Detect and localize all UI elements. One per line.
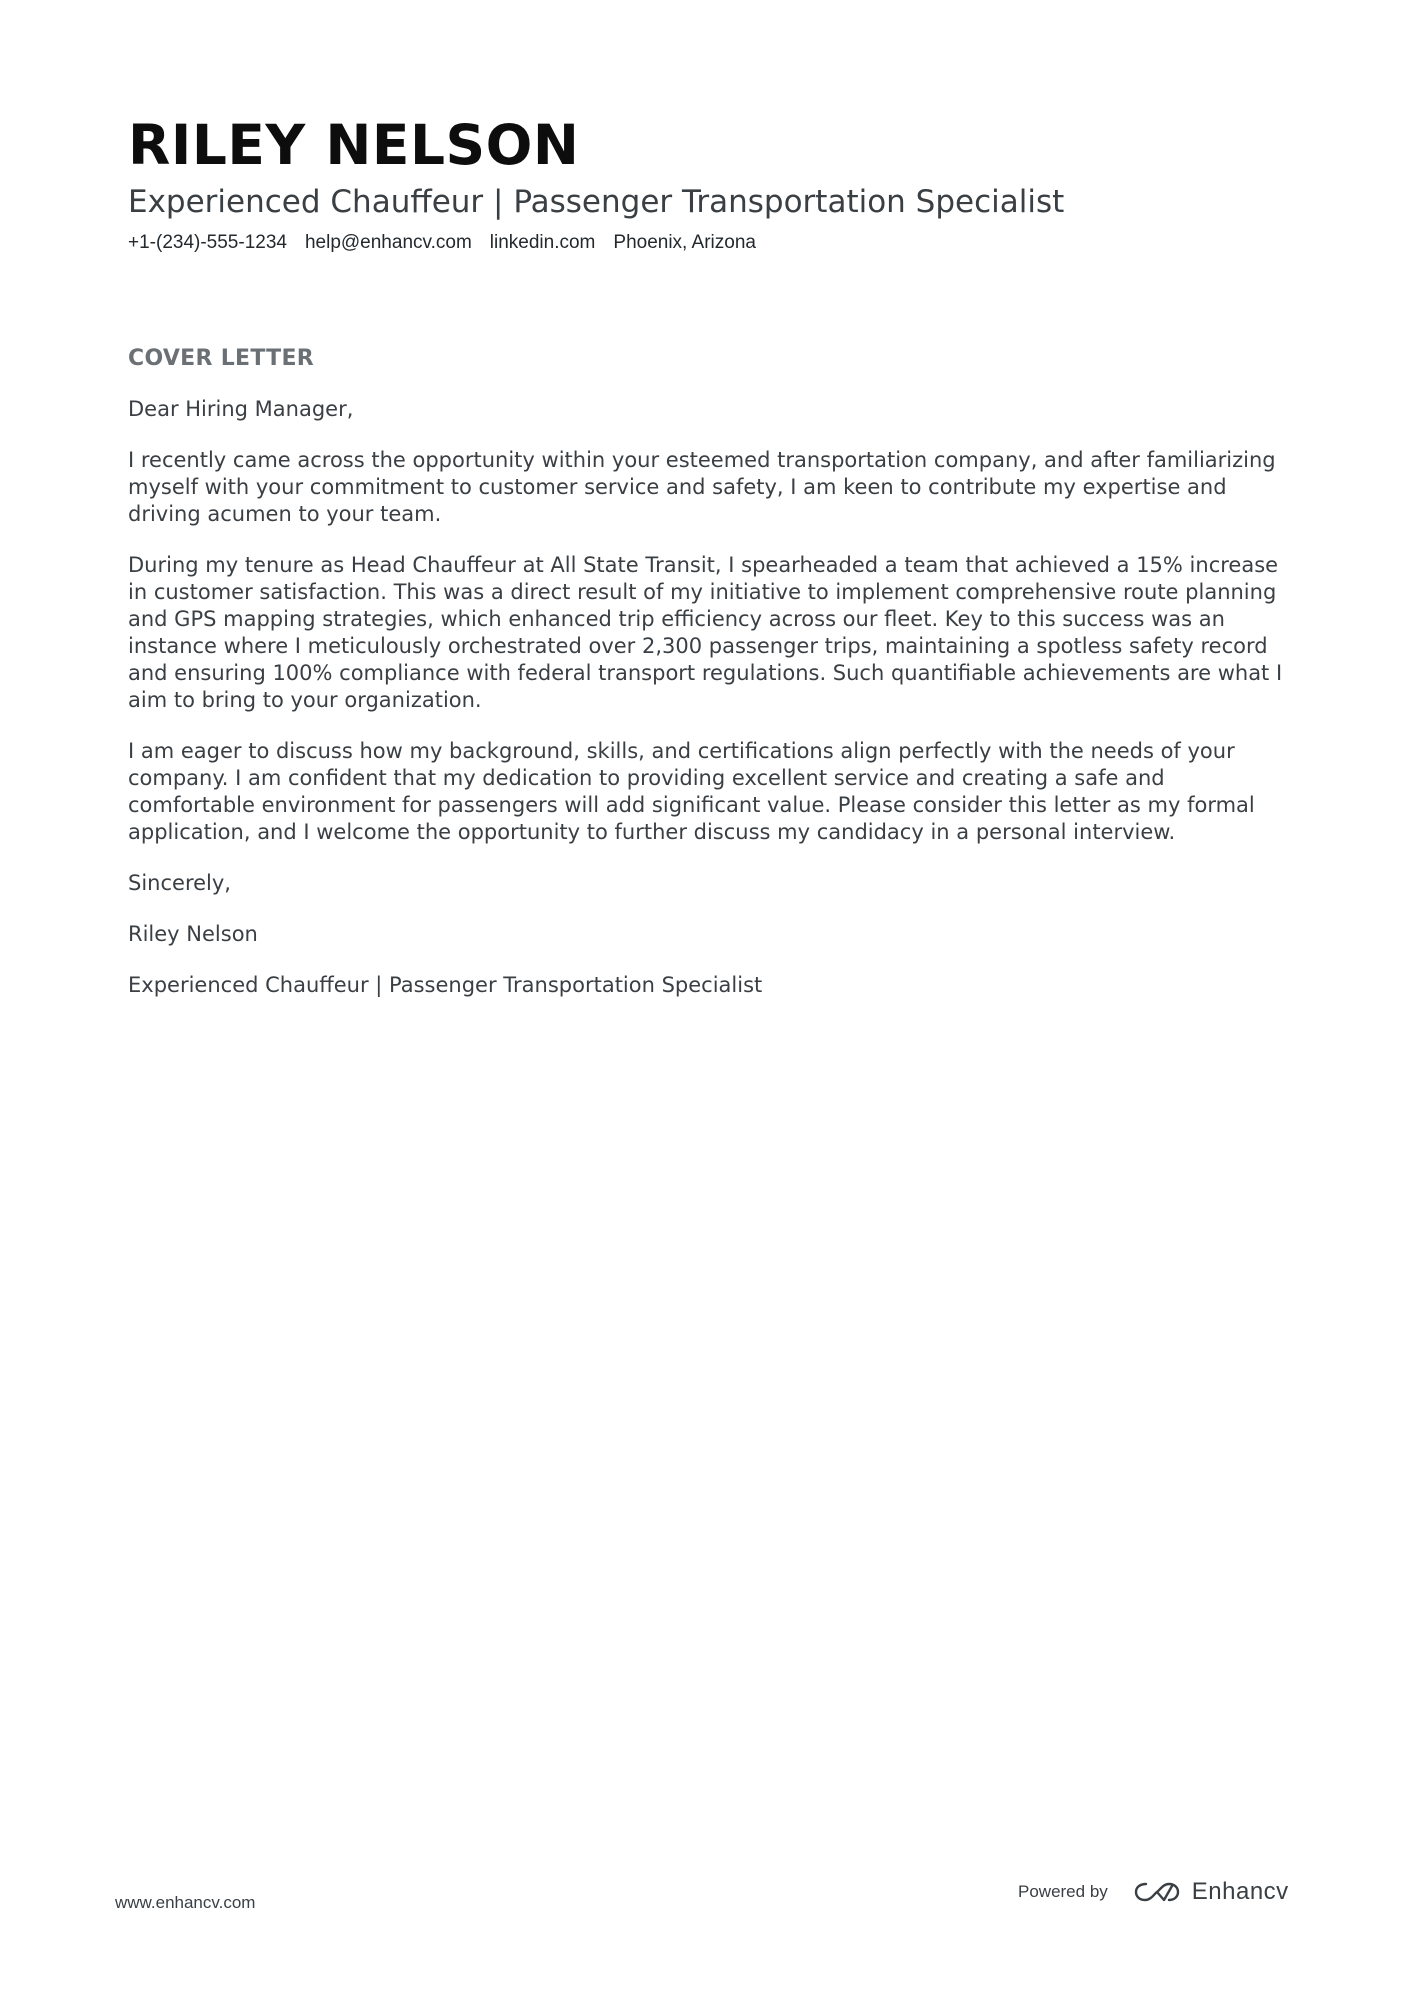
- contact-linkedin[interactable]: linkedin.com: [489, 232, 596, 253]
- paragraph-experience: During my tenure as Head Chauffeur at All State Transit, I spearheaded a team that achieved a 15% increase in customer satisfaction. This was a direct result of my initiative to implement comprehensive route planning and GPS mapping strategies, which enhanced trip efficiency across our fleet. Key to this success was an instance where I meticulously orchestrated over 2,300 passenger trips, maintaining a spotless safety record and ensuring 100% compliance with federal transport regulations. Such quantifiable achievements are what I aim to bring to your organization.: [128, 553, 1283, 712]
- candidate-name: RILEY NELSON: [128, 113, 580, 177]
- contact-location: Phoenix, Arizona: [613, 232, 756, 253]
- brand-logo[interactable]: [1134, 1878, 1289, 1906]
- section-title: COVER LETTER: [128, 346, 315, 371]
- resume-header: [128, 110, 1288, 256]
- letter-body: [128, 344, 1293, 999]
- paragraph-intro: I recently came across the opportunity within your esteemed transportation company, and after familiarizing myself with your commitment to customer service and safety, I am keen to contribute my expertise and driving acumen to your team.: [128, 448, 1276, 526]
- candidate-title: Experienced Chauffeur | Passenger Transportation Specialist: [128, 184, 1065, 220]
- enhancv-logo-icon: [1134, 1880, 1180, 1904]
- brand-name: Enhancv: [1191, 1878, 1289, 1905]
- footer-website[interactable]: www.enhancv.com: [115, 1893, 256, 1912]
- contact-email[interactable]: help@enhancv.com: [304, 232, 472, 253]
- signature-name: Riley Nelson: [128, 922, 258, 946]
- powered-by-label: Powered by: [1018, 1882, 1108, 1901]
- footer-branding: [1018, 1878, 1289, 1906]
- closing: Sincerely,: [128, 871, 231, 895]
- paragraph-closing: I am eager to discuss how my background, skills, and certifications align perfectly with the needs of your company. I am confident that my dedication to providing excellent service and creating a safe and comfortable environment for passengers will add significant value. Please consider this letter as my formal application, and I welcome the opportunity to further discuss my candidacy in a personal interview.: [128, 739, 1255, 844]
- contact-info: [128, 230, 1288, 256]
- salutation: Dear Hiring Manager,: [128, 397, 354, 421]
- signature-title: Experienced Chauffeur | Passenger Transportation Specialist: [128, 973, 763, 997]
- contact-phone: +1-(234)-555-1234: [128, 232, 287, 253]
